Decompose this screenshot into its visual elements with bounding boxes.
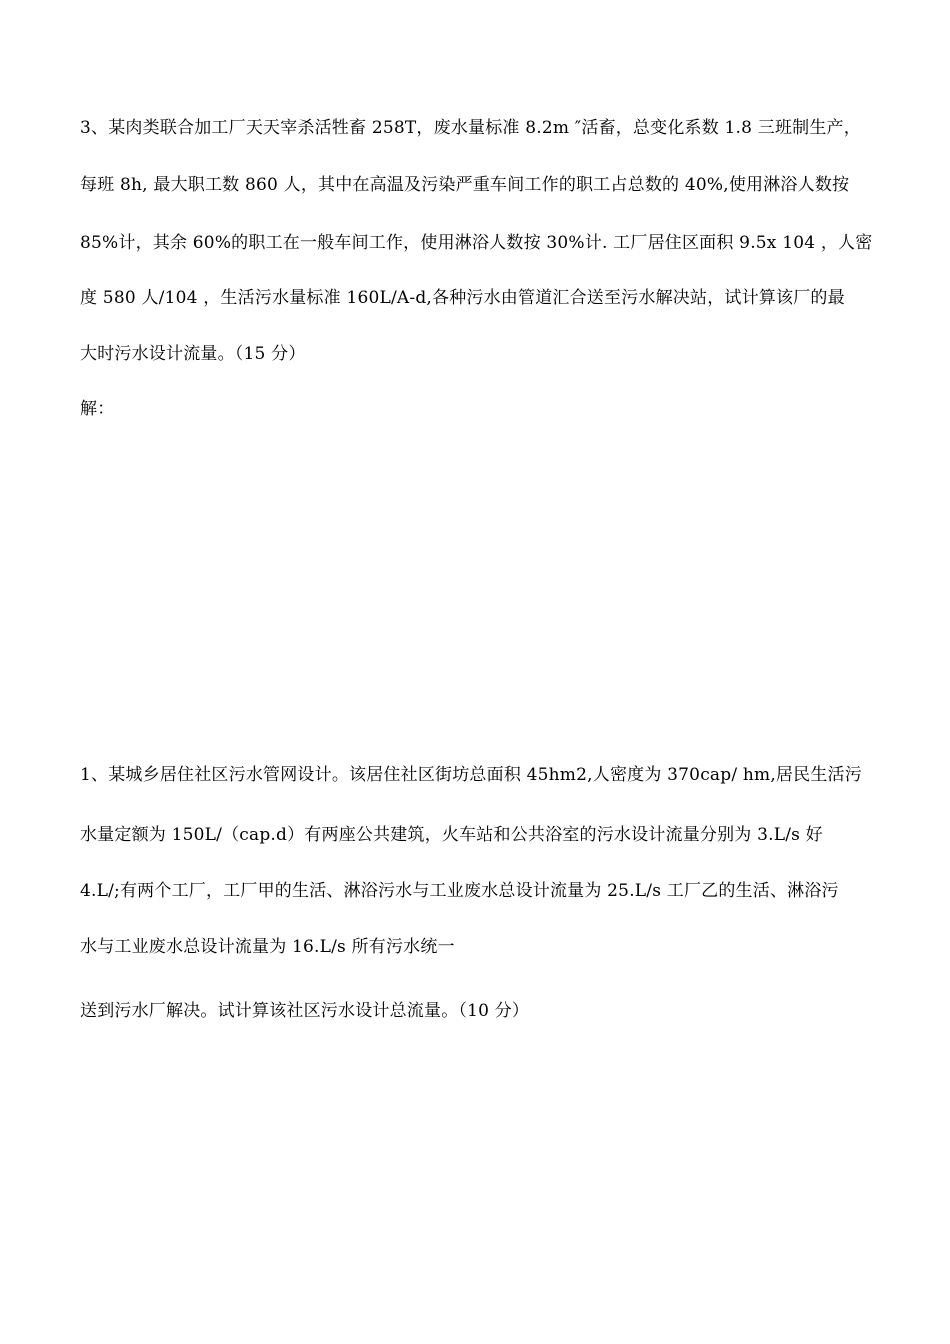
answer-label: 解： xyxy=(80,399,115,419)
problem-3-line-1: 3、某肉类联合加工厂天天宰杀活牲畜 258T，废水量标准 8.2m ″活畜，总变化系数 1.8 三班制生产， xyxy=(80,118,861,138)
problem-1-line-2: 水量定额为 150L/（cap.d）有两座公共建筑，火车站和公共浴室的污水设计流量分别为 3.L/s 好 xyxy=(80,825,823,845)
problem-3-line-3: 85%计，其余 60%的职工在一般车间工作，使用淋浴人数按 30%计. 工厂居住区面积 9.5x 104 ，人密 xyxy=(80,233,873,253)
problem-1-line-5: 送到污水厂解决。试计算该社区污水设计总流量。（10 分） xyxy=(80,1001,530,1021)
problem-1-line-1: 1、某城乡居住社区污水管网设计。该居住社区街坊总面积 45hm2,人密度为 370cap/ hm,居民生活污 xyxy=(80,765,862,785)
problem-3-line-4: 度 580 人/104 ，生活污水量标准 160L/A-d,各种污水由管道汇合送至污水解决站，试计算该厂的最 xyxy=(80,288,845,308)
problem-3-line-5: 大时污水设计流量。（15 分） xyxy=(80,344,306,364)
problem-3-line-2: 每班 8h, 最大职工数 860 人，其中在高温及污染严重车间工作的职工占总数的 40%,使用淋浴人数按 xyxy=(80,175,850,195)
problem-1-line-4: 水与工业废水总设计流量为 16.L/s 所有污水统一 xyxy=(80,937,455,957)
problem-1-line-3: 4.L/;有两个工厂，工厂甲的生活、淋浴污水与工业废水总设计流量为 25.L/s 工厂乙的生活、淋浴污 xyxy=(80,881,839,901)
